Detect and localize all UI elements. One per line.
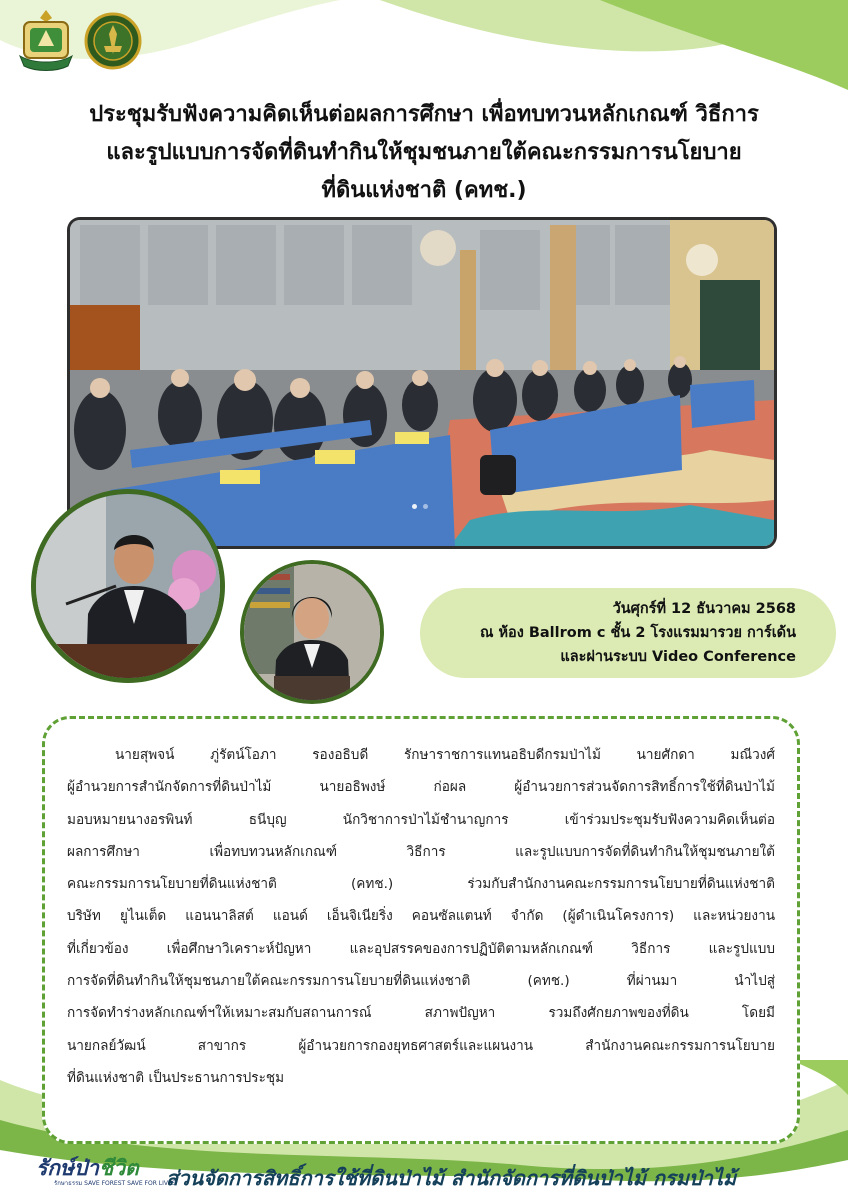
save-forest-logo-main: รักษ์ป่าชีวิต (36, 1155, 139, 1180)
royal-forest-department-emblem-icon (16, 8, 76, 74)
body-line: คณะกรรมการนโยบายที่ดินแห่งชาติ (คทช.) ร่วมกับสำนักงานคณะกรรมการนโยบายที่ดินแห่งชาติ (67, 876, 775, 893)
event-date: วันศุกร์ที่ 12 ธันวาคม 2568 (612, 601, 796, 617)
save-forest-logo-tagline: รักษาธรรม SAVE FOREST SAVE FOR LIVES (54, 1180, 176, 1187)
body-line: นายกลย์วัฒน์ สาขากร ผู้อำนวยการกองยุทธศาสตร์และแผนงาน สำนักงานคณะกรรมการนโยบาย (67, 1037, 775, 1054)
footer-organization: ส่วนจัดการสิทธิ์การใช้ที่ดินป่าไม้ สำนักจัดการที่ดินป่าไม้ กรมป่าไม้ (166, 1166, 737, 1190)
body-line: การจัดที่ดินทำกินให้ชุมชนภายใต้คณะกรรมการนโยบายที่ดินแห่งชาติ (คทช.) ที่ผ่านมา นำไปสู่ (67, 973, 775, 990)
news-paragraph (67, 739, 775, 1094)
chairman-portrait (36, 494, 220, 678)
meeting-room-image (70, 220, 774, 546)
participant-portrait (244, 564, 380, 700)
body-line: ที่เกี่ยวข้อง เพื่อศึกษาวิเคราะห์ปัญหา และอุปสรรคของการปฏิบัติตามหลักเกณฑ์ วิธีการ และรูปแบบ (67, 940, 775, 957)
body-line: บริษัท ยูไนเต็ด แอนนาลิสต์ แอนด์ เอ็นจิเนียริ่ง คอนซัลแตนท์ จำกัด (ผู้ดำเนินโครงการ) และหน่วยงาน (67, 908, 775, 925)
body-line: มอบหมายนางอรพินท์ ธนีบุญ นักวิชาการป่าไม้ชำนาญการ เข้าร่วมประชุมรับฟังความคิดเห็นต่อ (67, 811, 775, 828)
slide-dot-2[interactable] (423, 504, 428, 509)
body-line: นายสุพจน์ ภู่รัตน์โอภา รองอธิบดี รักษาราชการแทนอธิบดีกรมป่าไม้ นายศักดา มณีวงศ์ (115, 747, 775, 763)
title-line-3: ที่ดินแห่งชาติ (คทช.) (321, 178, 527, 203)
body-line: ผู้อำนวยการสำนักจัดการที่ดินป่าไม้ นายอธิพงษ์ ก่อผล ผู้อำนวยการส่วนจัดการสิทธิ์การใช้ที่ดินป่าไม้ (67, 779, 775, 796)
save-forest-logo (36, 1155, 176, 1196)
slideshow-dots (412, 504, 428, 509)
policy-seal-logo (84, 8, 142, 74)
speaker-photo (36, 494, 220, 678)
body-line: ที่ดินแห่งชาติ เป็นประธานการประชุม (67, 1069, 285, 1086)
slide-dot-1[interactable] (412, 504, 417, 509)
department-emblem-logo (16, 8, 76, 74)
body-line: การจัดทำร่างหลักเกณฑ์ฯให้เหมาะสมกับสถานการณ์ สภาพปัญหา รวมถึงศักยภาพของที่ดิน โดยมี (67, 1005, 775, 1022)
event-online: และผ่านระบบ Video Conference (560, 649, 796, 665)
title-line-1: ประชุมรับฟังความคิดเห็นต่อผลการศึกษา เพื่อทบทวนหลักเกณฑ์ วิธีการ (89, 102, 759, 127)
page-title (40, 96, 808, 210)
event-info-box (420, 588, 836, 678)
national-land-policy-seal-icon (84, 8, 142, 74)
title-line-2: และรูปแบบการจัดที่ดินทำกินให้ชุมชนภายใต้คณะกรรมการนโยบาย (106, 140, 742, 165)
meeting-room-photo[interactable] (70, 220, 774, 546)
news-body-box (42, 716, 800, 1144)
event-venue: ณ ห้อง Ballrom c ชั้น 2 โรงแรมมารวย การ์เด้น (479, 625, 796, 641)
body-line: ผลการศึกษา เพื่อทบทวนหลักเกณฑ์ วิธีการ และรูปแบบการจัดที่ดินทำกินให้ชุมชนภายใต้ (67, 843, 775, 860)
participant-photo (244, 564, 380, 700)
